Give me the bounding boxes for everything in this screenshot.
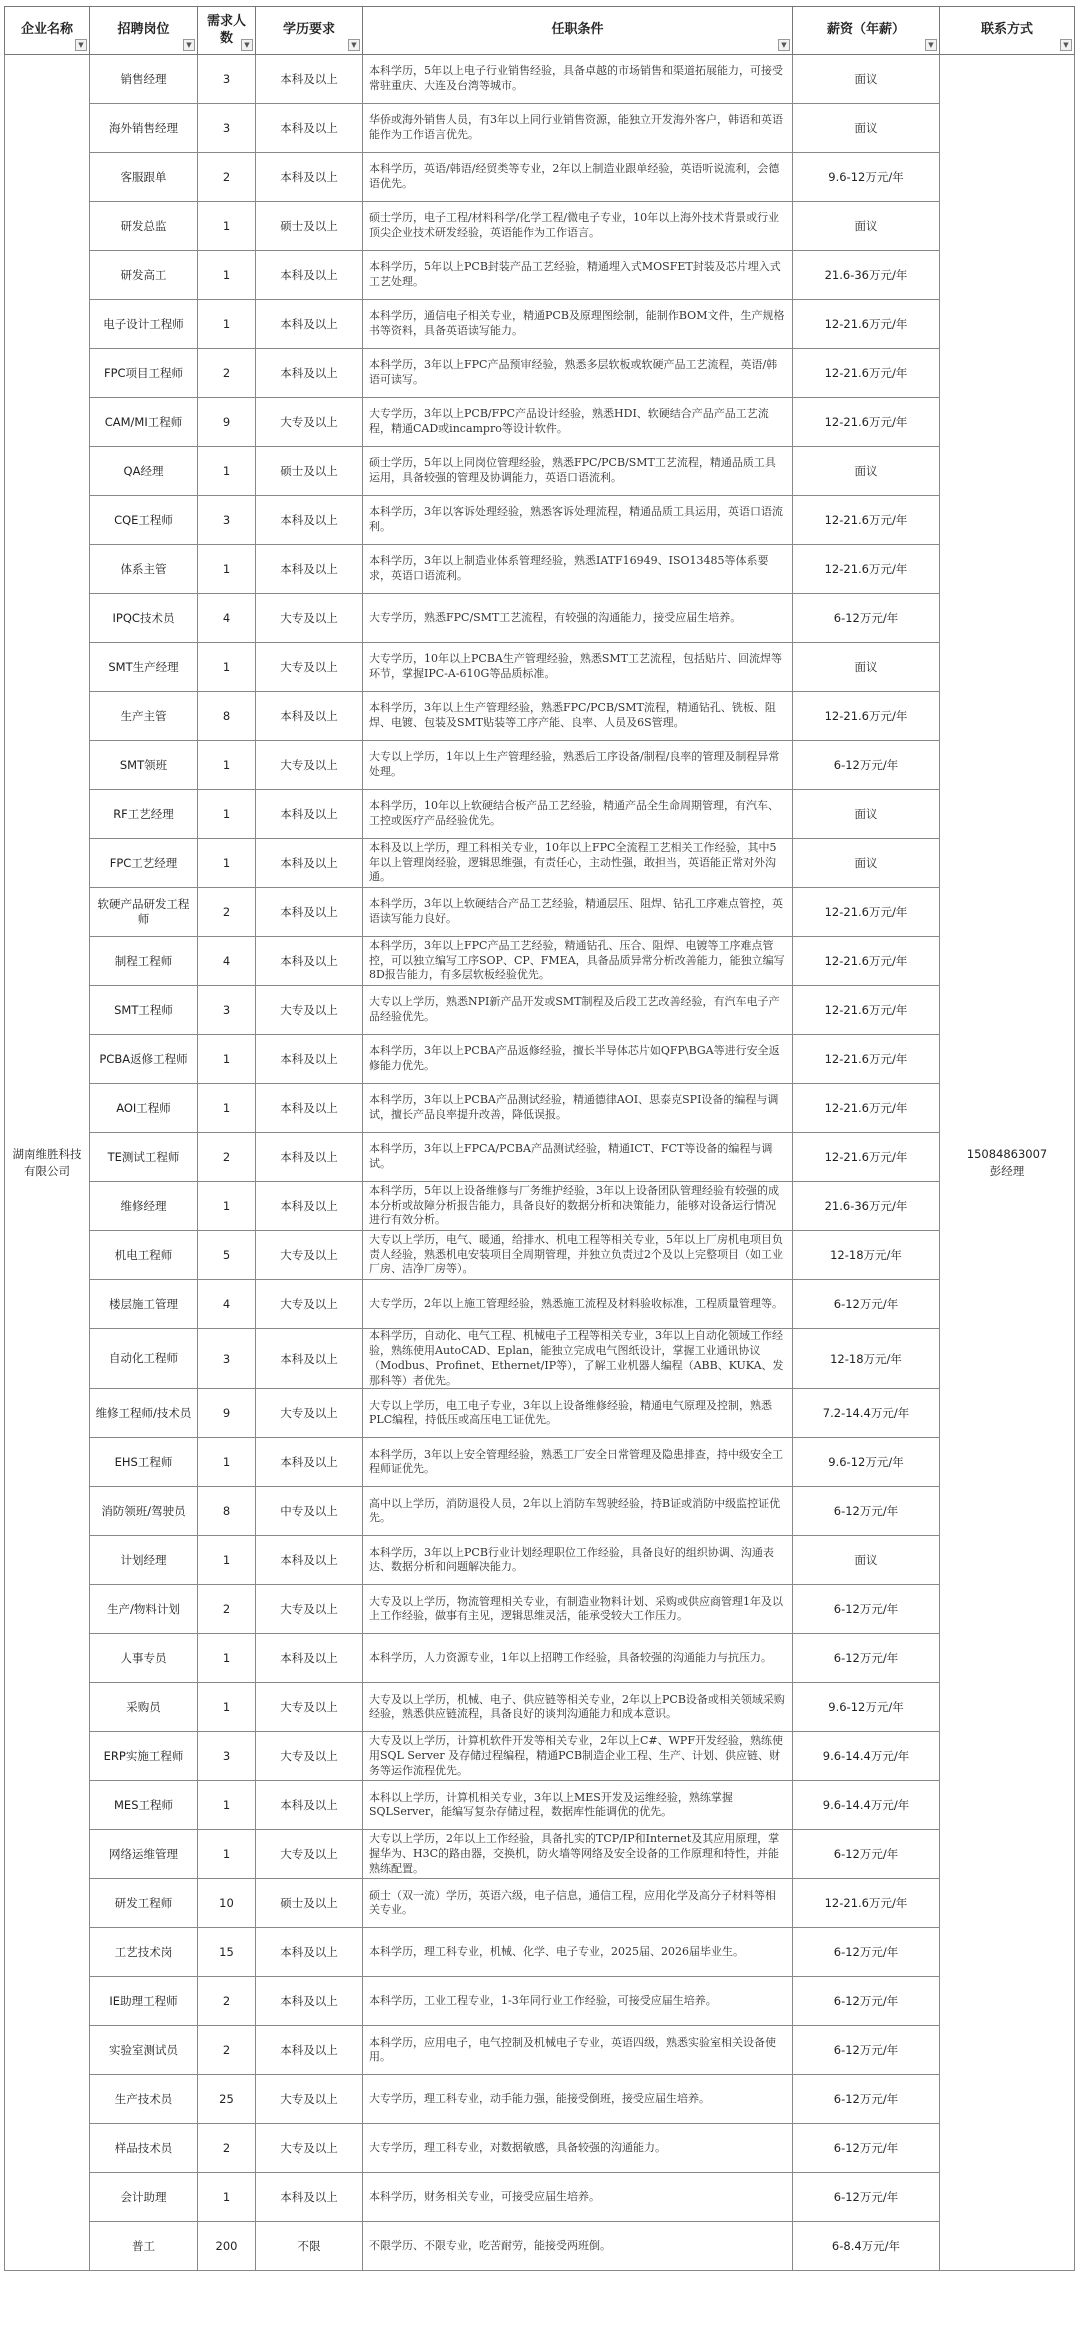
job-title: 生产/物料计划: [90, 1585, 198, 1634]
table-row: [5, 1487, 1075, 1536]
table-row: [5, 1389, 1075, 1438]
salary: 12-21.6万元/年: [793, 888, 940, 937]
job-title: 实验室测试员: [90, 2026, 198, 2075]
job-requirements: 本科学历，3年以上FPC产品工艺经验，精通钻孔、压合、阻焊、电镀等工序难点管控，可以独立编写工序SOP、CP、FMEA，具备品质异常分析改善能力，能独立编写8D报告能力，有多层软板经验优先。: [363, 937, 793, 986]
recruitment-sheet: [4, 6, 1074, 2271]
salary: 12-21.6万元/年: [793, 1084, 940, 1133]
job-title: 样品技术员: [90, 2124, 198, 2173]
contact-person: 彭经理: [989, 1163, 1025, 1178]
headcount: 1: [198, 1182, 256, 1231]
education-requirement: 本科及以上: [256, 1084, 363, 1133]
table-row: [5, 839, 1075, 888]
headcount: 1: [198, 1536, 256, 1585]
job-title: IE助理工程师: [90, 1977, 198, 2026]
table-row: [5, 1732, 1075, 1781]
job-title: 软硬产品研发工程师: [90, 888, 198, 937]
table-row: [5, 1035, 1075, 1084]
job-requirements: 大专学历，理工科专业，对数据敏感，具备较强的沟通能力。: [363, 2124, 793, 2173]
table-row: [5, 496, 1075, 545]
salary: 12-21.6万元/年: [793, 349, 940, 398]
job-requirements: 大专学历，理工科专业，动手能力强，能接受倒班，接受应届生培养。: [363, 2075, 793, 2124]
table-row: [5, 545, 1075, 594]
job-title: CAM/MI工程师: [90, 398, 198, 447]
table-row: [5, 790, 1075, 839]
education-requirement: 本科及以上: [256, 300, 363, 349]
table-row: [5, 2026, 1075, 2075]
job-requirements: 大专及以上学历，计算机软件开发等相关专业，2年以上C#、WPF开发经验，熟练使用SQL Server 及存储过程编程，精通PCB制造企业工程、生产、计划、供应链、财务等运作流程优先。: [363, 1732, 793, 1781]
job-requirements: 本科学历，财务相关专业，可接受应届生培养。: [363, 2173, 793, 2222]
table-body: [5, 55, 1075, 2271]
education-requirement: 本科及以上: [256, 1781, 363, 1830]
salary: 6-12万元/年: [793, 1280, 940, 1329]
salary: 12-21.6万元/年: [793, 692, 940, 741]
filter-dropdown-icon[interactable]: ▼: [1060, 39, 1072, 51]
headcount: 1: [198, 1634, 256, 1683]
salary: 6-12万元/年: [793, 594, 940, 643]
job-requirements: 本科学历，10年以上软硬结合板产品工艺经验，精通产品全生命周期管理，有汽车、工控或医疗产品经验优先。: [363, 790, 793, 839]
education-requirement: 不限: [256, 2222, 363, 2271]
table-row: [5, 1585, 1075, 1634]
education-requirement: 本科及以上: [256, 153, 363, 202]
table-row: [5, 986, 1075, 1035]
filter-dropdown-icon[interactable]: ▼: [241, 39, 253, 51]
headcount: 1: [198, 839, 256, 888]
job-title: ERP实施工程师: [90, 1732, 198, 1781]
table-row: [5, 692, 1075, 741]
header-company: [5, 7, 90, 55]
job-title: 生产主管: [90, 692, 198, 741]
headcount: 8: [198, 1487, 256, 1536]
job-requirements: 本科学历，自动化、电气工程、机械电子工程等相关专业，3年以上自动化领域工作经验，熟练使用AutoCAD、Eplan，能独立完成电气图纸设计，掌握工业通讯协议（Modbus、Profinet、Ethernet/IP等），了解工业机器人编程（ABB、KUKA、发那科等）者优先。: [363, 1329, 793, 1389]
job-requirements: 本科学历，3年以上软硬结合产品工艺经验，精通层压、阻焊、钻孔工序难点管控，英语读写能力良好。: [363, 888, 793, 937]
job-requirements: 本科学历，3年以上PCBA产品返修经验，擅长半导体芯片如QFP\BGA等进行安全返修能力优先。: [363, 1035, 793, 1084]
job-requirements: 本科学历，理工科专业，机械、化学、电子专业，2025届、2026届毕业生。: [363, 1928, 793, 1977]
job-requirements: 大专以上学历，电工电子专业，3年以上设备维修经验，精通电气原理及控制，熟悉PLC编程，持低压或高压电工证优先。: [363, 1389, 793, 1438]
headcount: 1: [198, 1830, 256, 1879]
job-title: 普工: [90, 2222, 198, 2271]
contact-info: [940, 55, 1075, 2271]
job-requirements: 本科学历，3年以上PCBA产品测试经验，精通德律AOI、思泰克SPI设备的编程与调试，擅长产品良率提升改善，降低误报。: [363, 1084, 793, 1133]
salary: 面议: [793, 790, 940, 839]
education-requirement: 本科及以上: [256, 2026, 363, 2075]
education-requirement: 本科及以上: [256, 496, 363, 545]
job-requirements: 大专学历，熟悉FPC/SMT工艺流程，有较强的沟通能力，接受应届生培养。: [363, 594, 793, 643]
education-requirement: 硕士及以上: [256, 1879, 363, 1928]
table-row: [5, 1133, 1075, 1182]
table-row: [5, 1830, 1075, 1879]
salary: 9.6-12万元/年: [793, 1438, 940, 1487]
table-row: [5, 1438, 1075, 1487]
salary: 9.6-12万元/年: [793, 153, 940, 202]
job-requirements: 高中以上学历，消防退役人员，2年以上消防车驾驶经验，持B证或消防中级监控证优先。: [363, 1487, 793, 1536]
table-row: [5, 937, 1075, 986]
header-edu-label: 学历要求: [282, 22, 335, 38]
headcount: 4: [198, 937, 256, 986]
job-requirements: 大专以上学历，电气、暖通，给排水、机电工程等相关专业，5年以上厂房机电项目负责人经验，熟悉机电安装项目全周期管理，并独立负责过2个及以上完整项目（如工业厂房、洁净厂房等）。: [363, 1231, 793, 1280]
job-requirements: 本科学历，英语/韩语/经贸类等专业，2年以上制造业跟单经验，英语听说流利，会德语优先。: [363, 153, 793, 202]
headcount: 8: [198, 692, 256, 741]
job-requirements: 大专及以上学历，机械、电子、供应链等相关专业，2年以上PCB设备或相关领域采购经验，熟悉供应链流程，具备良好的谈判沟通能力和成本意识。: [363, 1683, 793, 1732]
education-requirement: 大专及以上: [256, 2124, 363, 2173]
salary: 12-21.6万元/年: [793, 1133, 940, 1182]
table-row: [5, 104, 1075, 153]
header-edu: [256, 7, 363, 55]
job-title: 维修经理: [90, 1182, 198, 1231]
headcount: 3: [198, 104, 256, 153]
job-requirements: 本科学历，工业工程专业，1-3年同行业工作经验，可接受应届生培养。: [363, 1977, 793, 2026]
job-title: 采购员: [90, 1683, 198, 1732]
table-row: [5, 643, 1075, 692]
job-requirements: 华侨或海外销售人员，有3年以上同行业销售资源，能独立开发海外客户，韩语和英语能作为工作语言优先。: [363, 104, 793, 153]
headcount: 4: [198, 594, 256, 643]
education-requirement: 大专及以上: [256, 1683, 363, 1732]
headcount: 1: [198, 1683, 256, 1732]
job-requirements: 本科学历，3年以上安全管理经验，熟悉工厂安全日常管理及隐患排查，持中级安全工程师证优先。: [363, 1438, 793, 1487]
education-requirement: 本科及以上: [256, 888, 363, 937]
education-requirement: 本科及以上: [256, 790, 363, 839]
table-row: [5, 594, 1075, 643]
job-requirements: 大专学历，3年以上PCB/FPC产品设计经验，熟悉HDI、软硬结合产品产品工艺流程，精通CAD或incampro等设计软件。: [363, 398, 793, 447]
job-title: 体系主管: [90, 545, 198, 594]
education-requirement: 硕士及以上: [256, 447, 363, 496]
salary: 面议: [793, 202, 940, 251]
headcount: 5: [198, 1231, 256, 1280]
salary: 9.6-14.4万元/年: [793, 1732, 940, 1781]
job-requirements: 本科学历，通信电子相关专业，精通PCB及原理图绘制，能制作BOM文件，生产规格书等资料，具备英语读写能力。: [363, 300, 793, 349]
job-requirements: 本科学历，3年以客诉处理经验，熟悉客诉处理流程，精通品质工具运用，英语口语流利。: [363, 496, 793, 545]
table-row: [5, 55, 1075, 104]
education-requirement: 本科及以上: [256, 839, 363, 888]
table-row: [5, 2173, 1075, 2222]
salary: 面议: [793, 643, 940, 692]
education-requirement: 硕士及以上: [256, 202, 363, 251]
table-row: [5, 1182, 1075, 1231]
job-title: 会计助理: [90, 2173, 198, 2222]
salary: 12-21.6万元/年: [793, 545, 940, 594]
education-requirement: 本科及以上: [256, 2173, 363, 2222]
job-requirements: 本科学历，3年以上制造业体系管理经验，熟悉IATF16949、ISO13485等体系要求，英语口语流利。: [363, 545, 793, 594]
salary: 12-18万元/年: [793, 1329, 940, 1389]
education-requirement: 中专及以上: [256, 1487, 363, 1536]
education-requirement: 本科及以上: [256, 251, 363, 300]
salary: 6-12万元/年: [793, 741, 940, 790]
salary: 面议: [793, 55, 940, 104]
education-requirement: 本科及以上: [256, 104, 363, 153]
job-requirements: 大专及以上学历，物流管理相关专业，有制造业物料计划、采购或供应商管理1年及以上工作经验，做事有主见，逻辑思维灵活，能承受较大工作压力。: [363, 1585, 793, 1634]
filter-dropdown-icon[interactable]: ▼: [348, 39, 360, 51]
job-requirements: 本科学历，3年以上PCB行业计划经理职位工作经验，具备良好的组织协调、沟通表达、数据分析和问题解决能力。: [363, 1536, 793, 1585]
headcount: 3: [198, 496, 256, 545]
headcount: 15: [198, 1928, 256, 1977]
education-requirement: 大专及以上: [256, 1280, 363, 1329]
salary: 21.6-36万元/年: [793, 1182, 940, 1231]
job-title: RF工艺经理: [90, 790, 198, 839]
table-row: [5, 251, 1075, 300]
job-title: 研发总监: [90, 202, 198, 251]
salary: 6-8.4万元/年: [793, 2222, 940, 2271]
education-requirement: 本科及以上: [256, 1133, 363, 1182]
table-row: [5, 1329, 1075, 1389]
salary: 12-21.6万元/年: [793, 300, 940, 349]
table-row: [5, 2075, 1075, 2124]
job-title: 生产技术员: [90, 2075, 198, 2124]
job-title: AOI工程师: [90, 1084, 198, 1133]
salary: 6-12万元/年: [793, 2124, 940, 2173]
job-requirements: 不限学历、不限专业，吃苦耐劳，能接受两班倒。: [363, 2222, 793, 2271]
salary: 12-21.6万元/年: [793, 1879, 940, 1928]
filter-dropdown-icon[interactable]: ▼: [75, 39, 87, 51]
table-row: [5, 349, 1075, 398]
salary: 6-12万元/年: [793, 1977, 940, 2026]
header-company-label: 企业名称: [20, 22, 73, 38]
table-row: [5, 1683, 1075, 1732]
job-requirements: 本科学历，人力资源专业，1年以上招聘工作经验，具备较强的沟通能力与抗压力。: [363, 1634, 793, 1683]
header-salary: [793, 7, 940, 55]
education-requirement: 大专及以上: [256, 1585, 363, 1634]
salary: 7.2-14.4万元/年: [793, 1389, 940, 1438]
salary: 6-12万元/年: [793, 1634, 940, 1683]
headcount: 2: [198, 153, 256, 202]
headcount: 2: [198, 1977, 256, 2026]
education-requirement: 本科及以上: [256, 1035, 363, 1084]
salary: 9.6-14.4万元/年: [793, 1781, 940, 1830]
job-requirements: 大专以上学历，1年以上生产管理经验，熟悉后工序设备/制程/良率的管理及制程异常处理。: [363, 741, 793, 790]
job-requirements: 大专以上学历，熟悉NPI新产品开发或SMT制程及后段工艺改善经验，有汽车电子产品经验优先。: [363, 986, 793, 1035]
job-title: 客服跟单: [90, 153, 198, 202]
job-requirements: 本科以上学历，计算机相关专业，3年以上MES开发及运维经验，熟练掌握SQLServer，能编写复杂存储过程，数据库性能调优的优先。: [363, 1781, 793, 1830]
salary: 面议: [793, 104, 940, 153]
headcount: 1: [198, 1084, 256, 1133]
header-count: [198, 7, 256, 55]
job-title: MES工程师: [90, 1781, 198, 1830]
salary: 6-12万元/年: [793, 1487, 940, 1536]
education-requirement: 大专及以上: [256, 1732, 363, 1781]
headcount: 25: [198, 2075, 256, 2124]
education-requirement: 本科及以上: [256, 1977, 363, 2026]
headcount: 3: [198, 1329, 256, 1389]
headcount: 1: [198, 202, 256, 251]
job-title: QA经理: [90, 447, 198, 496]
salary: 6-12万元/年: [793, 2173, 940, 2222]
headcount: 3: [198, 986, 256, 1035]
salary: 12-18万元/年: [793, 1231, 940, 1280]
salary: 面议: [793, 839, 940, 888]
job-requirements: 本科学历，5年以上电子行业销售经验，具备卓越的市场销售和渠道拓展能力，可接受常驻重庆、大连及台湾等城市。: [363, 55, 793, 104]
table-row: [5, 2124, 1075, 2173]
job-title: FPC工艺经理: [90, 839, 198, 888]
contact-phone: 15084863007: [966, 1147, 1048, 1162]
table-row: [5, 1879, 1075, 1928]
job-title: 研发高工: [90, 251, 198, 300]
headcount: 1: [198, 1781, 256, 1830]
job-title: EHS工程师: [90, 1438, 198, 1487]
job-title: TE测试工程师: [90, 1133, 198, 1182]
job-requirements: 大专学历，2年以上施工管理经验，熟悉施工流程及材料验收标准，工程质量管理等。: [363, 1280, 793, 1329]
job-title: 销售经理: [90, 55, 198, 104]
headcount: 1: [198, 1438, 256, 1487]
education-requirement: 本科及以上: [256, 1438, 363, 1487]
headcount: 3: [198, 1732, 256, 1781]
header-role-label: 招聘岗位: [117, 22, 170, 38]
job-requirements: 本科学历，3年以上FPC产品预审经验，熟悉多层软板或软硬产品工艺流程，英语/韩语可读写。: [363, 349, 793, 398]
headcount: 1: [198, 251, 256, 300]
education-requirement: 本科及以上: [256, 1329, 363, 1389]
education-requirement: 本科及以上: [256, 55, 363, 104]
filter-dropdown-icon[interactable]: ▼: [925, 39, 937, 51]
education-requirement: 大专及以上: [256, 1389, 363, 1438]
job-requirements: 硕士学历，电子工程/材料科学/化学工程/微电子专业，10年以上海外技术背景或行业顶尖企业技术研发经验，英语能作为工作语言。: [363, 202, 793, 251]
table-row: [5, 1634, 1075, 1683]
education-requirement: 本科及以上: [256, 1634, 363, 1683]
table-row: [5, 2222, 1075, 2271]
job-title: 海外销售经理: [90, 104, 198, 153]
table-row: [5, 888, 1075, 937]
job-title: 消防领班/驾驶员: [90, 1487, 198, 1536]
job-title: 网络运维管理: [90, 1830, 198, 1879]
headcount: 4: [198, 1280, 256, 1329]
job-title: SMT工程师: [90, 986, 198, 1035]
job-title: 制程工程师: [90, 937, 198, 986]
job-title: 计划经理: [90, 1536, 198, 1585]
job-title: 工艺技术岗: [90, 1928, 198, 1977]
headcount: 1: [198, 1035, 256, 1084]
education-requirement: 大专及以上: [256, 1830, 363, 1879]
salary: 21.6-36万元/年: [793, 251, 940, 300]
table-row: [5, 300, 1075, 349]
headcount: 1: [198, 2173, 256, 2222]
job-title: 维修工程师/技术员: [90, 1389, 198, 1438]
salary: 12-21.6万元/年: [793, 937, 940, 986]
education-requirement: 本科及以上: [256, 1928, 363, 1977]
headcount: 2: [198, 1585, 256, 1634]
salary: 6-12万元/年: [793, 1830, 940, 1879]
headcount: 1: [198, 545, 256, 594]
recruitment-table: [4, 6, 1075, 2271]
header-contact-label: 联系方式: [980, 22, 1033, 38]
education-requirement: 本科及以上: [256, 937, 363, 986]
headcount: 2: [198, 2124, 256, 2173]
job-title: PCBA返修工程师: [90, 1035, 198, 1084]
salary: 12-21.6万元/年: [793, 496, 940, 545]
table-row: [5, 1280, 1075, 1329]
headcount: 3: [198, 55, 256, 104]
headcount: 9: [198, 398, 256, 447]
headcount: 9: [198, 1389, 256, 1438]
headcount: 1: [198, 447, 256, 496]
job-title: 电子设计工程师: [90, 300, 198, 349]
job-requirements: 大专学历，10年以上PCBA生产管理经验，熟悉SMT工艺流程，包括贴片、回流焊等环节，掌握IPC-A-610G等品质标准。: [363, 643, 793, 692]
salary: 12-21.6万元/年: [793, 1035, 940, 1084]
education-requirement: 本科及以上: [256, 1536, 363, 1585]
job-requirements: 大专以上学历，2年以上工作经验，具备扎实的TCP/IP和Internet及其应用原理，掌握华为、H3C的路由器，交换机，防火墙等网络及安全设备的工作原理和特性，并能熟练配置。: [363, 1830, 793, 1879]
company-name: 湖南维胜科技有限公司: [5, 55, 90, 2271]
headcount: 1: [198, 741, 256, 790]
table-row: [5, 202, 1075, 251]
filter-dropdown-icon[interactable]: ▼: [778, 39, 790, 51]
job-requirements: 本科学历，5年以上PCB封装产品工艺经验，精通埋入式MOSFET封装及芯片埋入式工艺处理。: [363, 251, 793, 300]
salary: 面议: [793, 447, 940, 496]
education-requirement: 本科及以上: [256, 692, 363, 741]
job-requirements: 硕士学历，5年以上同岗位管理经验，熟悉FPC/PCB/SMT工艺流程，精通品质工具运用，具备较强的管理及协调能力，英语口语流利。: [363, 447, 793, 496]
job-title: SMT领班: [90, 741, 198, 790]
education-requirement: 大专及以上: [256, 2075, 363, 2124]
job-requirements: 本科学历，3年以上生产管理经验，熟悉FPC/PCB/SMT流程，精通钻孔、铣板、阻焊、电镀、包装及SMT贴装等工序产能、良率、人员及6S管理。: [363, 692, 793, 741]
job-title: 自动化工程师: [90, 1329, 198, 1389]
salary: 9.6-12万元/年: [793, 1683, 940, 1732]
filter-dropdown-icon[interactable]: ▼: [183, 39, 195, 51]
job-requirements: 本科及以上学历，理工科相关专业，10年以上FPC全流程工艺相关工作经验，其中5年以上管理岗经验，逻辑思维强，有责任心，主动性强，敢担当，英语能正常对外沟通。: [363, 839, 793, 888]
table-row: [5, 1977, 1075, 2026]
job-requirements: 本科学历，应用电子，电气控制及机械电子专业，英语四级，熟悉实验室相关设备使用。: [363, 2026, 793, 2075]
salary: 6-12万元/年: [793, 1585, 940, 1634]
job-title: 人事专员: [90, 1634, 198, 1683]
table-row: [5, 1231, 1075, 1280]
education-requirement: 大专及以上: [256, 398, 363, 447]
header-salary-label: 薪资（年薪）: [826, 22, 905, 38]
headcount: 200: [198, 2222, 256, 2271]
education-requirement: 大专及以上: [256, 741, 363, 790]
job-title: 楼层施工管理: [90, 1280, 198, 1329]
job-title: 机电工程师: [90, 1231, 198, 1280]
header-contact: [940, 7, 1075, 55]
header-req: [363, 7, 793, 55]
header-row: [5, 7, 1075, 55]
table-row: [5, 1928, 1075, 1977]
headcount: 2: [198, 2026, 256, 2075]
headcount: 2: [198, 888, 256, 937]
headcount: 1: [198, 300, 256, 349]
job-title: IPQC技术员: [90, 594, 198, 643]
table-row: [5, 153, 1075, 202]
job-requirements: 本科学历，3年以上FPCA/PCBA产品测试经验，精通ICT、FCT等设备的编程与调试。: [363, 1133, 793, 1182]
table-row: [5, 447, 1075, 496]
job-title: CQE工程师: [90, 496, 198, 545]
headcount: 1: [198, 643, 256, 692]
table-row: [5, 741, 1075, 790]
header-req-label: 任职条件: [551, 22, 604, 38]
salary: 6-12万元/年: [793, 1928, 940, 1977]
education-requirement: 本科及以上: [256, 545, 363, 594]
salary: 6-12万元/年: [793, 2075, 940, 2124]
headcount: 1: [198, 790, 256, 839]
job-title: FPC项目工程师: [90, 349, 198, 398]
headcount: 2: [198, 1133, 256, 1182]
headcount: 10: [198, 1879, 256, 1928]
job-requirements: 本科学历，5年以上设备维修与厂务维护经验，3年以上设备团队管理经验有较强的成本分析或故障分析报告能力，具备良好的数据分析和决策能力，能够对设备运行情况进行有效分析。: [363, 1182, 793, 1231]
table-row: [5, 1781, 1075, 1830]
table-row: [5, 398, 1075, 447]
header-role: [90, 7, 198, 55]
job-title: SMT生产经理: [90, 643, 198, 692]
table-row: [5, 1536, 1075, 1585]
job-title: 研发工程师: [90, 1879, 198, 1928]
salary: 12-21.6万元/年: [793, 398, 940, 447]
job-requirements: 硕士（双一流）学历，英语六级，电子信息，通信工程，应用化学及高分子材料等相关专业。: [363, 1879, 793, 1928]
header-count-label: 需求人数: [206, 14, 246, 46]
salary: 12-21.6万元/年: [793, 986, 940, 1035]
education-requirement: 本科及以上: [256, 1182, 363, 1231]
headcount: 2: [198, 349, 256, 398]
education-requirement: 大专及以上: [256, 594, 363, 643]
education-requirement: 本科及以上: [256, 349, 363, 398]
education-requirement: 大专及以上: [256, 986, 363, 1035]
education-requirement: 大专及以上: [256, 1231, 363, 1280]
table-row: [5, 1084, 1075, 1133]
salary: 面议: [793, 1536, 940, 1585]
salary: 6-12万元/年: [793, 2026, 940, 2075]
education-requirement: 大专及以上: [256, 643, 363, 692]
